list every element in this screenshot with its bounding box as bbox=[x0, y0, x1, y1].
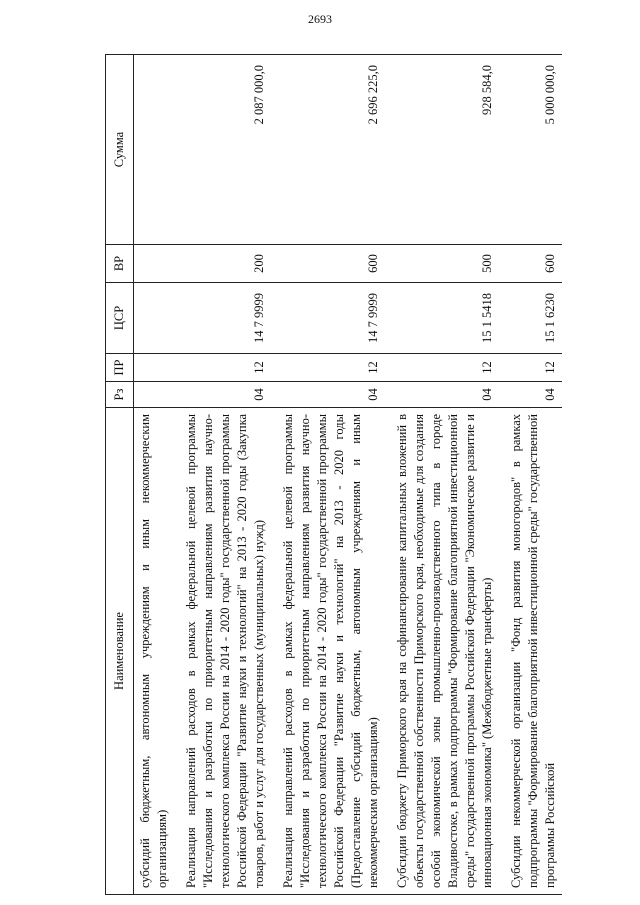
row-name: субсидий бюджетным, автономным учреждениям и иным некоммерческим организациям) bbox=[134, 408, 175, 895]
row-rz bbox=[134, 382, 175, 408]
row-rz: 04 bbox=[277, 382, 385, 408]
row-csr bbox=[134, 283, 175, 354]
row-sum: 2 696 225,0 bbox=[277, 55, 385, 245]
table-row bbox=[180, 55, 271, 895]
table-row bbox=[505, 55, 562, 895]
header-rz: Рз bbox=[106, 382, 134, 408]
row-name: Субсидии бюджету Приморского края на софинансирование капитальных вложений в объекты государственной собственности Приморского края, необходимые для создания особой экономической зоны промышленно-производственного типа в городе Владивостоке, в рамках подпрограммы "Формирование благоприятной инвестиционной среды" государственной программы Российской Федерации "Экономическое развитие и инновационная экономика" (Межбюджетные трансферты) bbox=[391, 408, 499, 895]
row-rz: 04 bbox=[505, 382, 562, 408]
row-sum: 928 584,0 bbox=[391, 55, 499, 245]
row-csr: 14 7 9999 bbox=[277, 283, 385, 354]
page-number: 2693 bbox=[308, 12, 332, 26]
row-vr bbox=[134, 245, 175, 283]
row-sum: 2 087 000,0 bbox=[180, 55, 271, 245]
table-row bbox=[277, 55, 385, 895]
header-sum: Сумма bbox=[106, 55, 134, 245]
header-name: Наименование bbox=[106, 408, 134, 895]
rotated-page-content bbox=[105, 55, 610, 895]
row-pr: 12 bbox=[391, 354, 499, 382]
header-csr: ЦСР bbox=[106, 283, 134, 354]
row-pr: 12 bbox=[180, 354, 271, 382]
table-row bbox=[391, 55, 499, 895]
row-rz: 04 bbox=[180, 382, 271, 408]
table-header-row bbox=[106, 55, 134, 895]
row-name: Реализация направлений расходов в рамках федеральной целевой программы "Исследования и разработки по приоритетным направлениям развития научно-технологического комплекса России на 2014 - 2020 годы" государственной программы Российской Федерации "Развитие науки и технологий" на 2013 - 2020 годы (Предоставление субсидий бюджетным, автономным учреждениям и иным некоммерческим организациям) bbox=[277, 408, 385, 895]
row-csr: 15 1 5418 bbox=[391, 283, 499, 354]
row-pr: 12 bbox=[505, 354, 562, 382]
row-vr: 200 bbox=[180, 245, 271, 283]
row-pr: 12 bbox=[277, 354, 385, 382]
row-csr: 15 1 6230 bbox=[505, 283, 562, 354]
table-row bbox=[134, 55, 175, 895]
row-vr: 600 bbox=[277, 245, 385, 283]
row-csr: 14 7 9999 bbox=[180, 283, 271, 354]
row-vr: 600 bbox=[505, 245, 562, 283]
row-rz: 04 bbox=[391, 382, 499, 408]
row-vr: 500 bbox=[391, 245, 499, 283]
budget-table bbox=[105, 54, 562, 895]
row-sum bbox=[134, 55, 175, 245]
header-vr: ВР bbox=[106, 245, 134, 283]
row-name: Субсидии некоммерческой организации "Фонд развития моногородов" в рамках подпрограммы "Формирование благоприятной инвестиционной среды" государственной программы Российской bbox=[505, 408, 562, 895]
row-sum: 5 000 000,0 bbox=[505, 55, 562, 245]
header-pr: ПР bbox=[106, 354, 134, 382]
row-name: Реализация направлений расходов в рамках федеральной целевой программы "Исследования и разработки по приоритетным направлениям развития научно-технологического комплекса России на 2014 - 2020 годы" государственной программы Российской Федерации "Развитие науки и технологий" на 2013 - 2020 годы (Закупка товаров, работ и услуг для государственных (муниципальных) нужд) bbox=[180, 408, 271, 895]
row-pr bbox=[134, 354, 175, 382]
